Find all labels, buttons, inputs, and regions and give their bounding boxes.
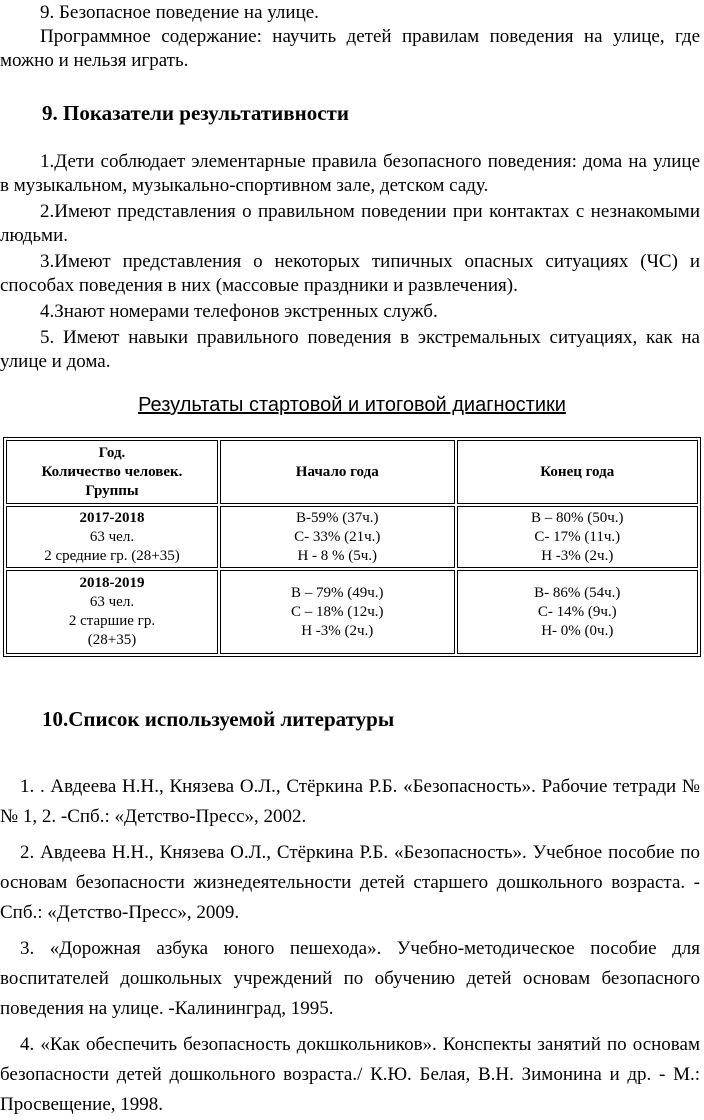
bibliography-item: 4. «Как обеспечить безопасность докшкольников». Конспекты занятий по основам безопасности детей дошкольного возраста./ К.Ю. Белая, В.Н. Зимонина и др. - М.: Просвещение, 1998. [0, 1034, 700, 1115]
cell-value: С- 14% (9ч.) [537, 603, 617, 620]
cell-start [220, 506, 455, 568]
section-10-title: 10.Список используемой литературы [42, 707, 395, 731]
cell-year: 2017-2018 [79, 509, 145, 526]
bibliography-item: 2. Авдеева Н.Н., Князева О.Л., Стёркина Р.Б. «Безопасность». Учебное пособие по основам безопасности жизнедеятельности детей старшего дошкольного возраста. - Спб.: «Детство-Пресс», 2009. [0, 842, 700, 923]
cell-value: Н- 0% (0ч.) [541, 622, 614, 639]
cell-value: Н - 8 % (5ч.) [297, 547, 378, 564]
result-item: 1.Дети соблюдает элементарные правила безопасного поведения: дома на улице в музыкальном, музыкально-спортивном зале, детском саду. [0, 151, 700, 196]
header-year-groups [6, 440, 218, 504]
bibliography-list [0, 772, 700, 1120]
cell-value: В – 80% (50ч.) [530, 509, 624, 526]
cell-end [457, 506, 698, 568]
cell-value: С- 17% (11ч.) [534, 528, 621, 545]
cell-start [220, 570, 455, 654]
cell-value: В – 79% (49ч.) [290, 584, 384, 601]
cell-value: В-59% (37ч.) [295, 509, 379, 526]
cell-year-groups [6, 506, 218, 568]
header-start: Начало года [220, 440, 455, 504]
result-item: 5. Имеют навыки правильного поведения в экстремальных ситуациях, как на улице и дома. [0, 327, 700, 372]
header-line: Количество человек. [41, 463, 183, 480]
section-9-title: 9. Показатели результативности [42, 101, 349, 125]
header-line: Группы [85, 482, 139, 499]
result-item: 4.Знают номерами телефонов экстренных служб. [40, 301, 438, 322]
bibliography-item: 1. . Авдеева Н.Н., Князева О.Л., Стёркина Р.Б. «Безопасность». Рабочие тетради №№ 1, 2. -Спб.: «Детство-Пресс», 2002. [0, 776, 700, 827]
cell-value: Н -3% (2ч.) [301, 622, 374, 639]
table-caption: Результаты стартовой и итоговой диагностики [138, 394, 566, 416]
table-row [6, 506, 698, 568]
cell-value: С – 18% (12ч.) [290, 603, 384, 620]
cell-count: 63 чел. [89, 594, 135, 610]
diagnostics-table [3, 437, 701, 657]
cell-group: 2 средние гр. (28+35) [44, 547, 180, 564]
result-item: 3.Имеют представления о некоторых типичных опасных ситуациях (ЧС) и способах поведения в них (массовые праздники и развлечения). [0, 251, 700, 296]
cell-value: В- 86% (54ч.) [534, 584, 621, 601]
cell-end [457, 570, 698, 654]
cell-value: Н -3% (2ч.) [541, 547, 614, 564]
bibliography-item: 3. «Дорожная азбука юного пешехода». Учебно-методическое пособие для воспитателей дошкольных учреждений по обучению детей основам безопасного поведения на улице. -Калининград, 1995. [0, 938, 700, 1019]
header-line: Год. [98, 444, 126, 461]
section-9-list [0, 150, 700, 374]
cell-group: (28+35) [87, 632, 137, 648]
intro-block [0, 1, 700, 73]
table-row [6, 570, 698, 654]
table-header-row [6, 440, 698, 504]
header-end: Конец года [457, 440, 698, 504]
intro-line-1: 9. Безопасное поведение на улице. [40, 2, 319, 23]
cell-count: 63 чел. [89, 528, 135, 545]
intro-line-2: Программное содержание: научить детей правилам поведения на улице, где можно и нельзя играть. [0, 26, 700, 71]
cell-value: С- 33% (21ч.) [294, 528, 381, 545]
cell-year: 2018-2019 [79, 575, 145, 591]
result-item: 2.Имеют представления о правильном поведении при контактах с незнакомыми людьми. [0, 201, 700, 246]
cell-group: 2 старшие гр. [68, 613, 156, 629]
cell-year-groups [6, 570, 218, 654]
